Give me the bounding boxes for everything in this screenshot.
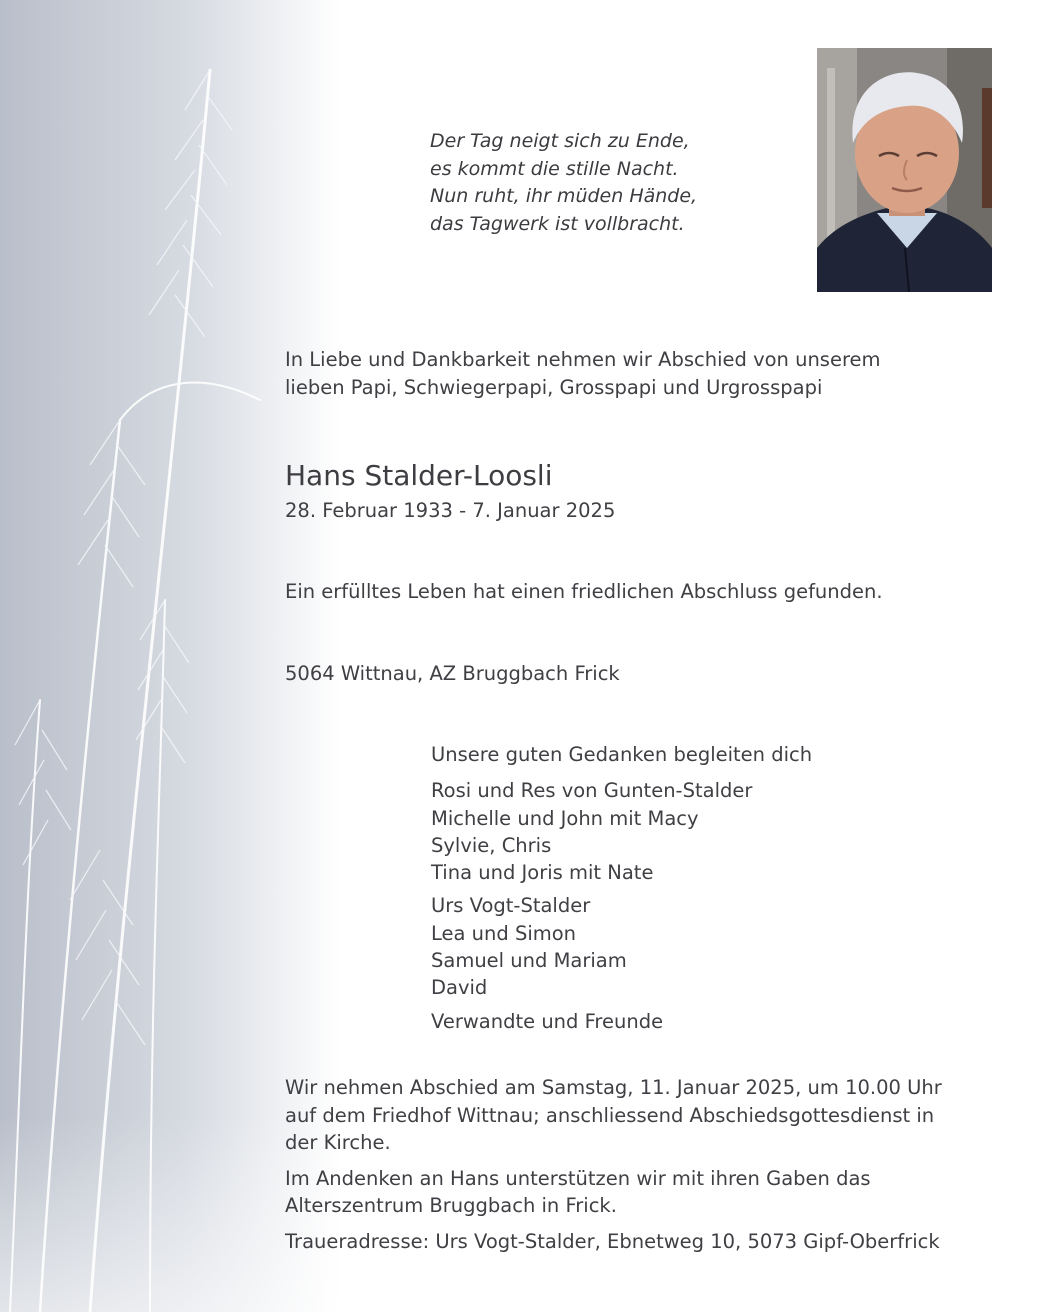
mourner-line: Rosi und Res von Gunten-Stalder xyxy=(431,779,753,803)
poem-line: es kommt die stille Nacht. xyxy=(430,157,679,180)
intro-text xyxy=(285,346,985,402)
mourner-group xyxy=(431,1008,991,1035)
donation-paragraph xyxy=(285,1165,1005,1220)
mourning-address xyxy=(285,1228,1005,1256)
mourners-heading: Unsere guten Gedanken begleiten dich xyxy=(431,743,813,766)
mourner-line: Lea und Simon xyxy=(431,921,577,945)
donation-line: Alterszentrum Bruggbach in Frick. xyxy=(285,1194,617,1217)
life-dates: 28. Februar 1933 - 7. Januar 2025 xyxy=(285,499,616,522)
poem-line: Der Tag neigt sich zu Ende, xyxy=(430,130,690,152)
mourners-list xyxy=(431,741,991,1041)
mourner-line: Urs Vogt-Stalder xyxy=(431,894,591,918)
deceased-name: Hans Stalder-Loosli xyxy=(285,459,553,492)
mourner-group xyxy=(431,777,991,886)
ceremony-info xyxy=(285,1074,1005,1263)
ceremony-line: auf dem Friedhof Wittnau; anschliessend Abschiedsgottesdienst in xyxy=(285,1103,935,1127)
mourner-line: Verwandte und Freunde xyxy=(431,1009,664,1033)
poem-line: das Tagwerk ist vollbracht. xyxy=(430,212,685,235)
ceremony-paragraph xyxy=(285,1074,1005,1157)
mourner-line: David xyxy=(431,976,488,1000)
closing-line: Ein erfülltes Leben hat einen friedlichen Abschluss gefunden. xyxy=(285,580,883,603)
ceremony-line: der Kirche. xyxy=(285,1131,391,1154)
intro-line: lieben Papi, Schwiegerpapi, Grosspapi und Urgrosspapi xyxy=(285,376,823,399)
intro-line: In Liebe und Dankbarkeit nehmen wir Abschied von unserem xyxy=(285,348,881,371)
mourner-line: Tina und Joris mit Nate xyxy=(431,861,654,885)
donation-line: Im Andenken an Hans unterstützen wir mit ihren Gaben das xyxy=(285,1166,871,1190)
mourner-group xyxy=(431,892,991,1001)
poem xyxy=(430,128,790,238)
mourner-line: Michelle und John mit Macy xyxy=(431,806,699,830)
mourning-address-line: Traueradresse: Urs Vogt-Stalder, Ebnetweg 10, 5073 Gipf-Oberfrick xyxy=(285,1229,940,1253)
portrait-photo xyxy=(817,48,992,292)
mourner-line: Sylvie, Chris xyxy=(431,833,552,857)
mourner-line: Samuel und Mariam xyxy=(431,949,627,973)
ceremony-line: Wir nehmen Abschied am Samstag, 11. Januar 2025, um 10.00 Uhr xyxy=(285,1076,942,1099)
poem-line: Nun ruht, ihr müden Hände, xyxy=(430,185,698,207)
location: 5064 Wittnau, AZ Bruggbach Frick xyxy=(285,662,620,685)
